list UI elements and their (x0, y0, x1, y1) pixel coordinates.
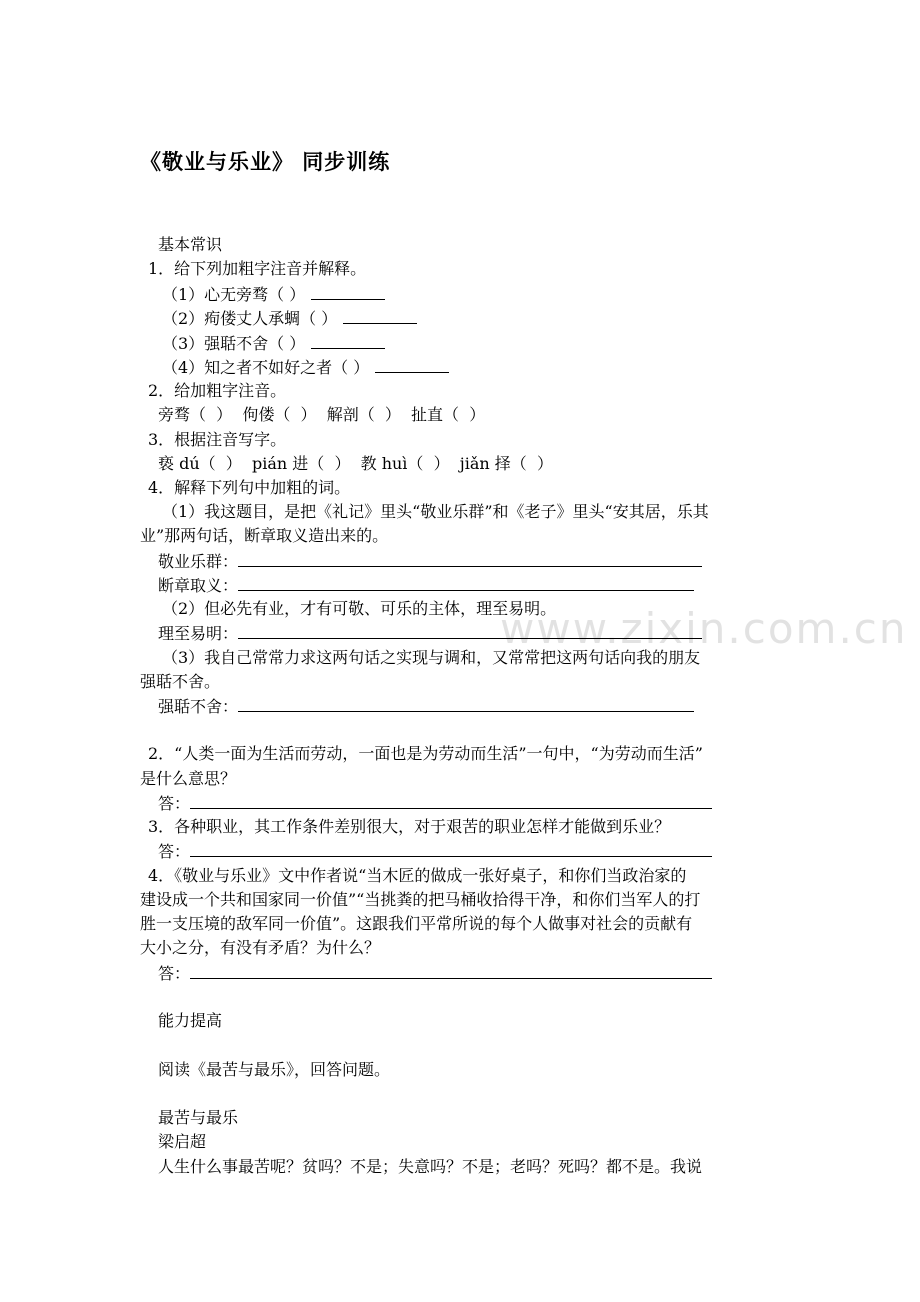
article-title: 最苦与最乐 (158, 1108, 239, 1127)
section-heading-basic: 基本常识 (158, 235, 223, 254)
q4-qiangguo-row: 强聒不舍： (158, 695, 694, 718)
r2-answer-row: 答： (158, 792, 712, 815)
document-title: 《敬业与乐业》 同步训练 (140, 150, 391, 174)
reading-instruction: 阅读《最苦与最乐》，回答问题。 (158, 1060, 391, 1079)
answer-blank[interactable] (190, 840, 712, 857)
r4-line1: 4．《敬业与乐业》文中作者说“当木匠的做成一张好桌子，和你们当政治家的 (148, 866, 687, 885)
q4-p2: （2）但必先有业，才有可敬、可乐的主体，理至易明。 (162, 599, 557, 618)
q1-stem: 1．给下列加粗字注音并解释。 (148, 259, 367, 278)
r2-line2: 是什么意思？ (140, 769, 237, 788)
answer-blank[interactable] (343, 307, 417, 324)
watermark: www.zixin.com.cn (500, 604, 908, 653)
r2-line1: 2．“人类一面为生活而劳动，一面也是为劳动而生活”一句中，“为劳动而生活” (148, 744, 703, 763)
q3-stem: 3．根据注音写字。 (148, 430, 287, 449)
answer-blank[interactable] (238, 550, 702, 567)
q4-p3-line2: 强聒不舍。 (140, 672, 221, 691)
article-author: 梁启超 (158, 1132, 207, 1151)
article-first-line: 人生什么事最苦呢？贫吗？不是；失意吗？不是；老吗？死吗？都不是。我说 (158, 1157, 703, 1176)
answer-blank[interactable] (375, 356, 449, 373)
q4-p1-line2: 业”那两句话，断章取义造出来的。 (140, 526, 389, 545)
answer-blank[interactable] (190, 792, 712, 809)
q4-duanzhang-row: 断章取义： (158, 574, 694, 597)
answer-blank[interactable] (238, 622, 702, 639)
answer-blank[interactable] (238, 695, 694, 712)
r3-line1: 3．各种职业，其工作条件差别很大，对于艰苦的职业怎样才能做到乐业？ (148, 817, 671, 836)
r3-answer-row: 答： (158, 840, 712, 863)
r4-line3: 胜一支压境的敌军同一价值”。这跟我们平常所说的每个人做事对社会的贡献有 (140, 914, 693, 933)
r4-line2: 建设成一个共和国家同一价值”“当挑粪的把马桶收拾得干净，和你们当军人的打 (140, 890, 701, 909)
answer-blank[interactable] (311, 283, 385, 300)
q2-items: 旁骛（ ） 佝偻（ ） 解剖（ ） 扯直（ ） (158, 405, 486, 424)
q1-item-2: （2）痀偻丈人承蜩（ ） (162, 307, 417, 330)
answer-blank[interactable] (311, 332, 385, 349)
q4-p3-line1: （3）我自己常常力求这两句话之实现与调和，又常常把这两句话向我的朋友 (162, 648, 701, 667)
q2-stem: 2．给加粗字注音。 (148, 381, 287, 400)
q3-items: 亵 dú（ ） pián 进（ ） 教 huì（ ） jiǎn 择（ ） (158, 454, 553, 473)
answer-blank[interactable] (238, 574, 694, 591)
q1-item-1: （1）心无旁骛（ ） (162, 283, 385, 306)
q1-item-4: （4）知之者不如好之者（ ） (162, 356, 449, 379)
r4-line4: 大小之分，有没有矛盾？为什么？ (140, 938, 381, 957)
q4-stem: 4．解释下列句中加粗的词。 (148, 478, 351, 497)
q4-jingye-row: 敬业乐群： (158, 550, 702, 573)
q1-item-3: （3）强聒不舍（ ） (162, 332, 385, 355)
r4-answer-row: 答： (158, 962, 712, 985)
q4-lizhi-row: 理至易明： (158, 622, 702, 645)
q4-p1-line1: （1）我这题目，是把《礼记》里头“敬业乐群”和《老子》里头“安其居，乐其 (162, 502, 709, 521)
section-heading-ability: 能力提高 (158, 1011, 223, 1030)
answer-blank[interactable] (190, 962, 712, 979)
